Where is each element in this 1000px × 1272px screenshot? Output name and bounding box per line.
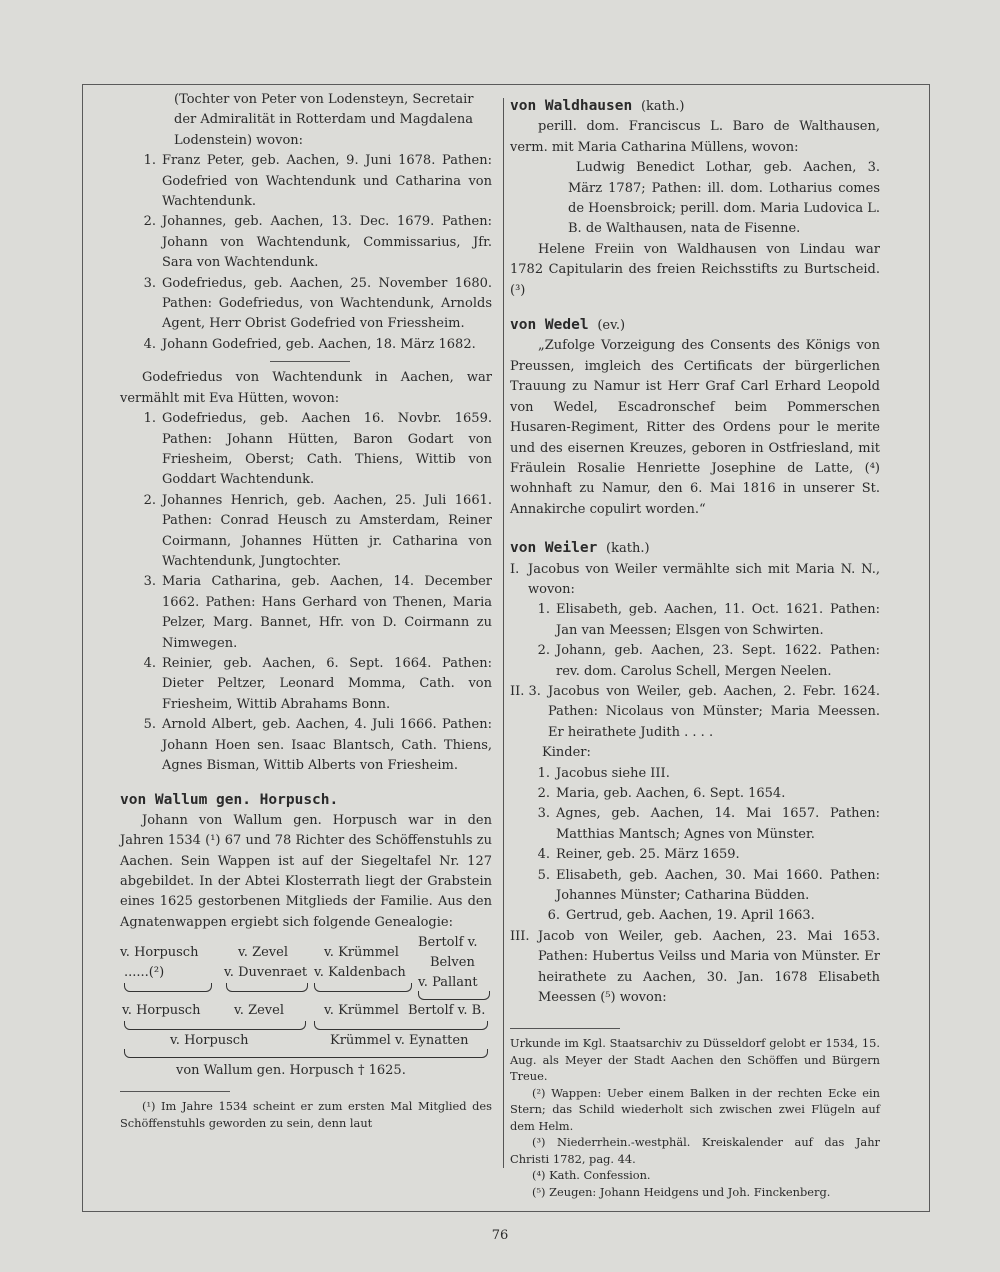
list-item: 5. Arnold Albert, geb. Aachen, 4. Juli 1666. Pathen: Johann Hoen sen. Isaac Blantsch, Cath. Thiens, Agnes Bisman, Wittib Alberts von Friesheim.	[143, 717, 492, 773]
genealogy-table	[120, 933, 492, 1081]
paragraph: Godefriedus von Wachtendunk in Aachen, war vermählt mit Eva Hütten, wovon:	[120, 370, 492, 406]
gene-cell: Bertolf v.	[418, 935, 478, 951]
intro-line: (Tochter von Peter von Lodensteyn, Secretair	[174, 92, 474, 107]
footnote: (⁴) Kath. Confession.	[532, 1168, 651, 1183]
gene-cell: v. Pallant	[418, 975, 478, 991]
footnote: (¹) Im Jahre 1534 scheint er zum ersten Mal Mitglied des Schöffenstuhls geworden zu sein, denn laut	[120, 1099, 492, 1130]
brace	[314, 1021, 488, 1030]
list-item: 1. Jacobus siehe III.	[537, 765, 670, 781]
section-heading-weiler: von Weiler (kath.)	[510, 540, 650, 557]
list-item: 6. Gertrud, geb. Aachen, 19. April 1663.	[547, 908, 815, 924]
list-item: 1. Franz Peter, geb. Aachen, 9. Juni 1678. Pathen: Godefried von Wachtendunk und Catharina von Wachtendunk.	[143, 153, 492, 210]
list-item: 4. Reinier, geb. Aachen, 6. Sept. 1664. Pathen: Dieter Peltzer, Leonard Momma, Cath. von Friesheim, Wittib Abrahams Bonn.	[143, 655, 492, 712]
list-item: 1. Elisabeth, geb. Aachen, 11. Oct. 1621. Pathen: Jan van Meessen; Elsgen von Schwirten.	[537, 602, 880, 638]
list-item: 3. Godefriedus, geb. Aachen, 25. November 1680. Pathen: Godefriedus, von Wachtendunk, Arnolds Agent, Herr Obrist Godefried von Friessheim.	[143, 275, 492, 332]
paragraph: perill. dom. Franciscus L. Baro de Walthausen, verm. mit Maria Catharina Müllens, wovon:	[510, 119, 880, 155]
list-item: 3. Agnes, geb. Aachen, 14. Mai 1657. Pathen: Matthias Mantsch; Agnes von Münster.	[537, 806, 880, 842]
list-item: 3. Maria Catharina, geb. Aachen, 14. December 1662. Pathen: Hans Gerhard von Thenen, Maria Pelzer, Marg. Bannet, Hfr. von D. Coirmann zu Nimwegen.	[143, 574, 492, 651]
gene-cell: v. Horpusch	[170, 1033, 249, 1049]
gene-cell: ......(²)	[124, 965, 165, 981]
brace	[124, 1021, 306, 1030]
gene-cell: v. Horpusch	[120, 945, 199, 961]
intro-line: der Admiralität in Rotterdam und Magdalena	[174, 112, 473, 128]
footnote-rule	[120, 1091, 230, 1092]
gene-cell: von Wallum gen. Horpusch † 1625.	[176, 1063, 406, 1079]
section-heading-wedel: von Wedel (ev.)	[510, 317, 626, 334]
footnote: Urkunde im Kgl. Staatsarchiv zu Düsseldorf gelobt er 1534, 15. Aug. als Meyer der Stadt Aachen den Schöffen und Bürgern Treue.	[510, 1036, 880, 1084]
gene-cell: v. Krümmel	[324, 945, 399, 961]
list-item: 2. Johann, geb. Aachen, 23. Sept. 1622. Pathen: rev. dom. Carolus Schell, Mergen Neelen.	[537, 643, 880, 679]
list-item: 4. Reiner, geb. 25. März 1659.	[537, 847, 740, 863]
paragraph: Johann von Wallum gen. Horpusch war in den Jahren 1534 (¹) 67 und 78 Richter des Schöffenstuhls zu Aachen. Sein Wappen ist auf der Siegeltafel Nr. 127 abgebildet. In der Abtei Klosterrath liegt der Grabstein eines 1625 gestorbenen Mitglieds der Familie. Aus den Agnatenwappen ergiebt sich folgende Genealogie:	[120, 812, 492, 930]
brace	[314, 983, 412, 992]
children-list-2	[120, 409, 492, 776]
gene-cell: v. Horpusch	[122, 1003, 201, 1019]
list-item: 2. Maria, geb. Aachen, 6. Sept. 1654.	[537, 786, 786, 801]
left-column	[120, 90, 492, 1131]
brace	[124, 983, 212, 992]
brace	[418, 991, 490, 1000]
footnote: (²) Wappen: Ueber einem Balken in der rechten Ecke ein Stern; das Schild wiederholt sich zwischen zwei Flügeln auf dem Helm.	[510, 1085, 880, 1133]
intro-line: Lodenstein) wovon:	[174, 132, 304, 148]
list-item: 2. Johannes, geb. Aachen, 13. Dec. 1679. Pathen: Johann von Wachtendunk, Commissarius, Jfr. Sara von Wachtendunk.	[143, 214, 492, 271]
gene-cell: v. Krümmel	[324, 1003, 399, 1019]
gene-cell: v. Zevel	[234, 1003, 284, 1019]
footnote: (³) Niederrhein.-westphäl. Kreiskalender auf das Jahr Christi 1782, pag. 44.	[510, 1135, 880, 1166]
gene-cell: Krümmel v. Eynatten	[330, 1033, 469, 1049]
brace	[226, 983, 308, 992]
kinder-label: Kinder:	[542, 745, 591, 761]
paragraph: Helene Freiin von Waldhausen von Lindau war 1782 Capitularin des freien Reichsstifts zu Burtscheid. (³)	[510, 241, 880, 298]
paragraph: „Zufolge Vorzeigung des Consents des Königs von Preussen, imgleich des Certificats der bürgerlichen Trauung zu Namur ist Herr Graf Carl Erhard Leopold von Wedel, Escadronschef beim Pommerschen Husaren-Regiment, Ritter des Ordens pour le merite und des eisernen Kreuzes, geboren in Ostfriesland, mit Fräulein Rosalie Henriette Josephine de Latte, (⁴) wohnhaft zu Namur, den 6. Mai 1816 in unserer St. Annakirche copulirt worden.“	[510, 338, 880, 517]
list-item: I. Jacobus von Weiler vermählte sich mit Maria N. N., wovon:	[510, 561, 880, 597]
list-item: 5. Elisabeth, geb. Aachen, 30. Mai 1660. Pathen: Johannes Münster; Catharina Büdden.	[537, 867, 880, 904]
list-item: 4. Johann Godefried, geb. Aachen, 18. März 1682.	[143, 336, 476, 352]
footnote: (⁵) Zeugen: Johann Heidgens und Joh. Finckenberg.	[532, 1184, 831, 1199]
brace	[124, 1049, 488, 1058]
short-rule	[270, 361, 350, 362]
list-item: 2. Johannes Henrich, geb. Aachen, 25. Juli 1661. Pathen: Conrad Heusch zu Amsterdam, Reiner Coirmann, Johannes Hütten jr. Catharina von Wachtendunk, Jungtochter.	[143, 492, 492, 569]
section-heading-wallum: von Wallum gen. Horpusch.	[120, 792, 339, 809]
gene-cell: v. Zevel	[238, 945, 288, 961]
column-divider	[503, 98, 504, 1168]
intro-block	[120, 90, 492, 151]
list-item: III. Jacob von Weiler, geb. Aachen, 23. Mai 1653. Pathen: Hubertus Veilss und Maria von Münster. Er heirathete zu Aachen, 30. Jan. 1678 Elisabeth Meessen (⁵) wovon:	[510, 928, 880, 1006]
section-heading-waldhausen: von Waldhausen (kath.)	[510, 98, 685, 114]
gene-cell: Bertolf v. B.	[408, 1003, 486, 1019]
gene-cell: v. Kaldenbach	[314, 965, 406, 981]
footnote-rule	[510, 1028, 620, 1029]
list-item: 1. Godefriedus, geb. Aachen 16. Novbr. 1659. Pathen: Johann Hütten, Baron Godart von Friesheim, Oberst; Cath. Thiens, Wittib von Goddart Wachtendunk.	[143, 411, 492, 488]
paragraph: Ludwig Benedict Lothar, geb. Aachen, 3. März 1787; Pathen: ill. dom. Lotharius comes de Hoensbroick; perill. dom. Maria Ludovica L. B. de Walthausen, nata de Fisenne.	[568, 160, 880, 237]
right-column	[510, 96, 880, 1200]
children-list-1	[120, 151, 492, 355]
gene-cell: Belven	[430, 955, 475, 971]
page-number: 76	[491, 1228, 509, 1243]
list-item: II. 3. Jacobus von Weiler, geb. Aachen, 2. Febr. 1624. Pathen: Nicolaus von Münster; Maria Meessen. Er heirathete Judith . . . .	[510, 683, 880, 740]
gene-cell: v. Duvenraet	[224, 965, 308, 981]
